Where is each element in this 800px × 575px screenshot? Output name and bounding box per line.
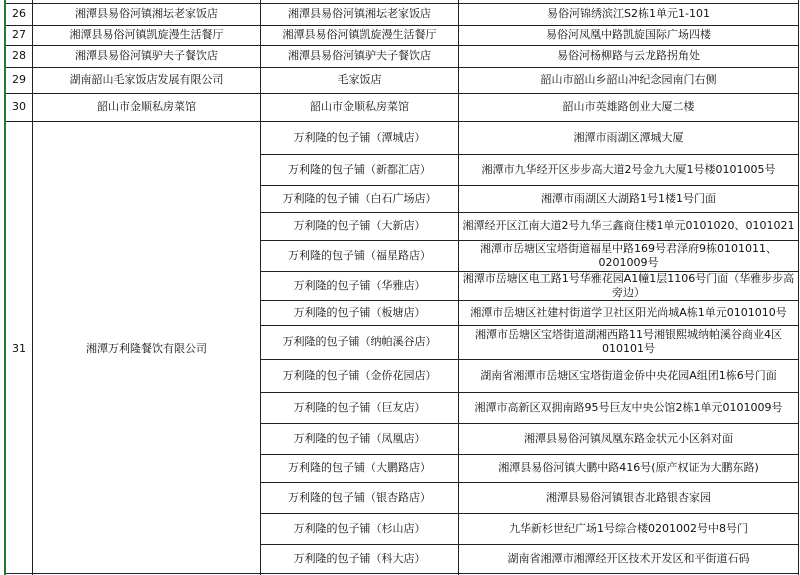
store-cell[interactable]: 万利隆的包子铺（大新店） xyxy=(293,219,426,232)
address-cell[interactable]: 湘潭县易俗河镇银杏北路银杏家园 xyxy=(546,490,711,504)
address-cell[interactable]: 湘潭市高新区双拥南路95号巨友中央公馆2栋1单元0101009号 xyxy=(474,400,783,414)
grid-line xyxy=(260,392,798,393)
store-cell[interactable]: 万利隆的包子铺（银杏路店） xyxy=(288,490,431,504)
store-cell[interactable]: 万利隆的包子铺（纳帕溪谷店） xyxy=(282,335,437,348)
grid-line xyxy=(260,482,798,483)
address-cell[interactable]: 湘潭市岳塘区电工路1号华雅花园A1幢1层1106号门面（华雅步步高旁边） xyxy=(462,271,795,299)
address-cell[interactable]: 湖南省湘潭市湘潭经开区技术开发区和平街道石码 xyxy=(507,551,750,565)
row-number[interactable]: 28 xyxy=(12,49,26,62)
grid-line xyxy=(260,271,798,272)
row-number[interactable]: 31 xyxy=(12,341,26,355)
store-cell[interactable]: 万利隆的包子铺（凤凰店） xyxy=(293,431,426,445)
grid-line xyxy=(260,154,798,155)
address-cell[interactable]: 湘潭市岳塘区宝塔街道湖湘西路11号湘银熙城纳帕溪谷商业4区010101号 xyxy=(475,328,782,355)
grid-line xyxy=(6,45,798,46)
grid-line xyxy=(260,513,798,514)
row-number[interactable]: 26 xyxy=(12,7,26,20)
store-cell[interactable]: 韶山市金顺私房菜馆 xyxy=(310,100,409,113)
grid-line xyxy=(6,67,798,68)
store-cell[interactable]: 万利隆的包子铺（金侨花园店） xyxy=(282,368,437,382)
store-cell[interactable]: 万利隆的包子铺（潭城店） xyxy=(293,131,426,144)
store-cell[interactable]: 万利隆的包子铺（杉山店） xyxy=(293,521,426,535)
address-cell[interactable]: 湘潭县易俗河镇大鹏中路416号(原产权证为大鹏东路) xyxy=(498,461,759,474)
grid-line xyxy=(260,544,798,545)
grid-line xyxy=(260,359,798,360)
store-cell[interactable]: 湘潭县易俗河镇驴夫子餐饮店 xyxy=(288,49,431,62)
company-cell[interactable]: 韶山市金顺私房菜馆 xyxy=(97,100,196,113)
grid-line xyxy=(6,121,798,122)
store-cell[interactable]: 万利隆的包子铺（华雅店） xyxy=(293,278,426,292)
grid-line xyxy=(260,185,798,186)
address-cell[interactable]: 易俗河锦绣滨江S2栋1单元1-101 xyxy=(547,7,710,20)
row-number[interactable]: 27 xyxy=(12,28,26,41)
grid-line xyxy=(6,573,798,574)
grid-line xyxy=(6,3,798,4)
address-cell[interactable]: 九华新杉世纪广场1号综合楼0201002号中8号门 xyxy=(509,521,748,535)
company-cell[interactable]: 湖南韶山毛家饭店发展有限公司 xyxy=(69,73,224,86)
address-cell[interactable]: 湘潭市岳塘区宝塔街道福星中路169号君泽府9栋0101011、0201009号 xyxy=(480,241,777,269)
store-cell[interactable]: 万利隆的包子铺（科大店） xyxy=(293,551,426,565)
company-cell[interactable]: 湘潭县易俗河镇驴夫子餐饮店 xyxy=(75,49,218,62)
row-number[interactable]: 29 xyxy=(12,73,26,86)
store-cell[interactable]: 毛家饭店 xyxy=(337,73,382,86)
store-cell[interactable]: 万利隆的包子铺（巨友店） xyxy=(293,400,426,414)
company-cell[interactable]: 湘潭县易俗河镇湘坛老家饭店 xyxy=(75,7,218,20)
grid-line xyxy=(260,240,798,241)
address-cell[interactable]: 韶山市英雄路创业大厦二楼 xyxy=(562,100,695,113)
address-cell[interactable]: 湘潭市雨湖区潭城大厦 xyxy=(573,131,684,144)
store-cell[interactable]: 万利隆的包子铺（大鹏路店） xyxy=(288,461,431,474)
address-cell[interactable]: 湘潭市雨湖区大湖路1号1楼1号门面 xyxy=(541,191,716,205)
grid-line xyxy=(260,212,798,213)
grid-line xyxy=(6,25,798,26)
grid-line xyxy=(260,423,798,424)
store-cell[interactable]: 万利隆的包子铺（福星路店） xyxy=(288,248,431,262)
address-cell[interactable]: 湘潭市九华经开区步步高大道2号金九大厦1号楼0101005号 xyxy=(481,162,776,176)
store-cell[interactable]: 万利隆的包子铺（板塘店） xyxy=(293,305,426,319)
address-cell[interactable]: 易俗河杨柳路与云龙路拐角处 xyxy=(557,49,700,62)
grid-line xyxy=(260,454,798,455)
address-cell[interactable]: 韶山市韶山乡韶山冲纪念园南门右侧 xyxy=(540,73,717,86)
grid-line xyxy=(260,300,798,301)
company-cell[interactable]: 湘潭县易俗河镇凯旋漫生活餐厅 xyxy=(69,28,224,41)
store-cell[interactable]: 万利隆的包子铺（白石广场店） xyxy=(282,191,437,205)
address-cell[interactable]: 湘潭县易俗河镇凤凰东路金状元小区斜对面 xyxy=(524,431,733,445)
row-number[interactable]: 30 xyxy=(12,100,26,113)
grid-line xyxy=(260,325,798,326)
address-cell[interactable]: 湘潭经开区江南大道2号九华三鑫商住楼1单元0101020、0101021 xyxy=(462,219,795,232)
store-cell[interactable]: 湘潭县易俗河镇湘坛老家饭店 xyxy=(288,7,431,20)
address-cell[interactable]: 湘潭市岳塘区社建村街道学卫社区阳光尚城A栋1单元0101010号 xyxy=(470,305,787,319)
store-cell[interactable]: 湘潭县易俗河镇凯旋漫生活餐厅 xyxy=(282,28,437,41)
grid-line xyxy=(6,93,798,94)
grid-line xyxy=(798,0,799,575)
address-cell[interactable]: 湖南省湘潭市岳塘区宝塔街道金侨中央花园A组团1栋6号门面 xyxy=(480,368,777,382)
address-cell[interactable]: 易俗河凤凰中路凯旋国际广场四楼 xyxy=(546,28,711,41)
company-cell-merged[interactable]: 湘潭万利隆餐饮有限公司 xyxy=(86,341,207,355)
store-cell[interactable]: 万利隆的包子铺（新都汇店） xyxy=(288,162,431,176)
